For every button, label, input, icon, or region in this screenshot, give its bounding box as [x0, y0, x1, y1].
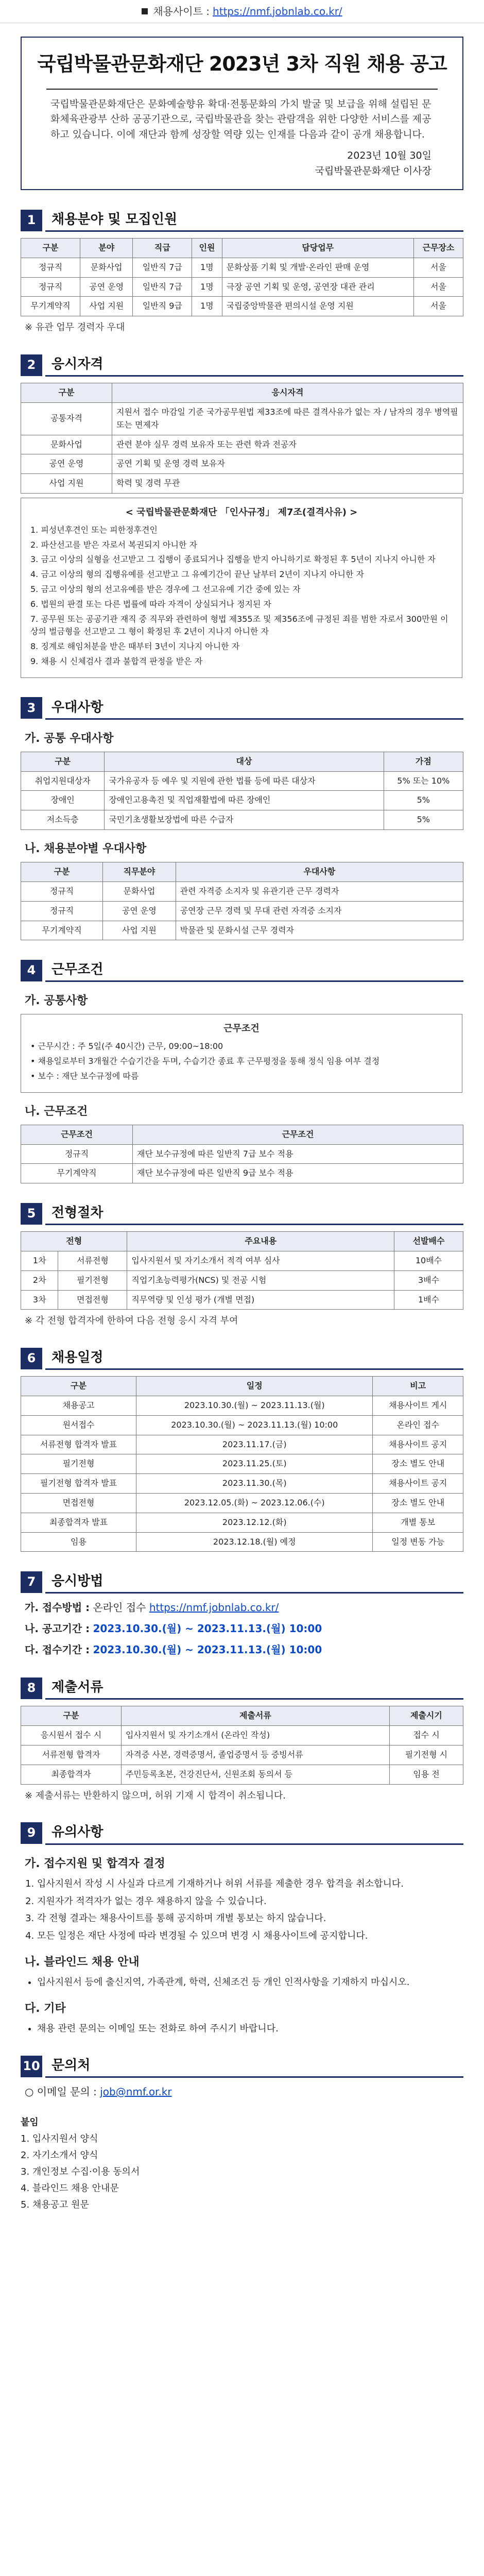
cell: 정규직 [21, 1144, 133, 1164]
th: 구분 [21, 862, 103, 882]
cell: 공연 운영 [80, 277, 133, 297]
preference-table [21, 752, 463, 830]
note: ※ 제출서류는 반환하지 않으며, 허위 기재 시 합격이 취소됩니다. [25, 1790, 286, 1801]
th: 근무조건 [133, 1125, 463, 1144]
th: 구분 [21, 1706, 122, 1726]
cell: 서울 [413, 297, 463, 316]
sub-heading: 나. 근무조건 [25, 1105, 88, 1118]
table-row [21, 921, 463, 940]
section-title: 응시방법 [45, 1570, 463, 1594]
cell: 접수 시 [389, 1726, 463, 1745]
th: 구분 [21, 752, 105, 771]
th: 일정 [136, 1377, 373, 1396]
th: 제출서류 [121, 1706, 389, 1726]
cell: 장소 별도 안내 [373, 1454, 463, 1474]
sub-heading: 나. 블라인드 채용 안내 [25, 1956, 140, 1969]
cell: 서류전형 [58, 1251, 127, 1271]
cell: 관련 분야 실무 경력 보유자 또는 관련 학과 전공자 [112, 435, 463, 454]
cell: 사업 지원 [103, 921, 176, 940]
announce-date: 2023년 10월 30일 [347, 150, 431, 162]
cell: 원서접수 [21, 1415, 136, 1435]
box-line: • 보수 : 재단 보수규정에 따름 [30, 1071, 139, 1081]
title-box [21, 37, 463, 190]
box-line: • 채용일로부터 3개월간 수습기간을 두며, 수습기간 종료 후 근무평정을 통해 정식 임용 여부 결정 [30, 1056, 380, 1066]
table-row [21, 882, 463, 901]
documents-table [21, 1706, 463, 1784]
apply-method [25, 1600, 459, 1616]
cell: 5% 또는 10% [384, 771, 463, 791]
qualification-table [21, 383, 463, 494]
cell: 필기전형 [21, 1454, 136, 1474]
cell: 개별 통보 [373, 1513, 463, 1532]
cell: 극장 공연 기획 및 운영, 공연장 대관 관리 [222, 277, 413, 297]
cell: 장애인 [21, 791, 105, 810]
cell: 사업 지원 [80, 297, 133, 316]
box-title: 근무조건 [223, 1023, 260, 1035]
blind-list [25, 1975, 459, 1990]
section-2-header [21, 353, 463, 377]
list-item: 1. 입사지원서 작성 시 사실과 다르게 기재하거나 허위 서류를 제출한 경우 합격을 취소합니다. [37, 1877, 459, 1891]
table-row [21, 435, 463, 454]
cell: 2023.12.05.(화) ~ 2023.12.06.(수) [136, 1494, 373, 1513]
cell: 국민기초생활보장법에 따른 수급자 [105, 810, 384, 830]
table-row [21, 1745, 463, 1765]
section-number: 5 [21, 1203, 42, 1225]
cell: 필기전형 합격자 발표 [21, 1474, 136, 1494]
cell: 정규직 [21, 901, 103, 921]
cell: 채용사이트 공지 [373, 1435, 463, 1454]
cell: 3차 [21, 1290, 58, 1310]
cell: 2023.10.30.(월) ~ 2023.11.13.(월) [136, 1396, 373, 1416]
th: 구분 [21, 1377, 136, 1396]
attach-item[interactable]: 1. 입사지원서 양식 [21, 2133, 98, 2145]
table-row [21, 771, 463, 791]
section-number: 7 [21, 1571, 42, 1593]
cell: 최종합격자 발표 [21, 1513, 136, 1532]
box-line: 7. 공무원 또는 공공기관 재직 중 직무와 관련하여 형법 제355조 및 제356조에 규정된 죄를 범한 자로서 300만원 이상의 벌금형을 선고받고 그 형이 확정된 후 2년이 지나지 아니한 자 [30, 614, 448, 637]
cell: 입사지원서 및 자기소개서 (온라인 작성) [121, 1726, 389, 1745]
section-title: 채용분야 및 모집인원 [45, 209, 463, 232]
th: 담당업무 [222, 239, 413, 258]
section-number: 9 [21, 1822, 42, 1844]
table-row [21, 1513, 463, 1532]
section-4-header [21, 959, 463, 982]
cell: 직무역량 및 인성 평가 (개별 면접) [127, 1290, 394, 1310]
th: 근무장소 [413, 239, 463, 258]
field-preference-table [21, 862, 463, 940]
table-row [21, 1494, 463, 1513]
section-9-header [21, 1822, 463, 1845]
th: 구분 [21, 383, 112, 403]
attach-item[interactable]: 2. 자기소개서 양식 [21, 2149, 98, 2161]
cell: 3배수 [394, 1270, 463, 1290]
cell: 최종합격자 [21, 1765, 122, 1784]
list-item: • 채용 관련 문의는 이메일 또는 전화로 하여 주시기 바랍니다. [37, 2022, 459, 2036]
section-10-header [21, 2055, 463, 2078]
cell: 재단 보수규정에 따른 일반직 7급 보수 적용 [133, 1144, 463, 1164]
cell: 2023.12.18.(월) 예정 [136, 1532, 373, 1552]
cell: 공연 운영 [21, 454, 112, 474]
table-row [21, 454, 463, 474]
cell: 1배수 [394, 1290, 463, 1310]
apply-info [25, 1600, 459, 1658]
box-line: 5. 금고 이상의 형의 선고유예를 받은 경우에 그 선고유예 기간 중에 있는 자 [30, 584, 301, 595]
cell: 서류전형 합격자 발표 [21, 1435, 136, 1454]
notice-period-label: 나. 공고기간 : [25, 1622, 90, 1635]
th: 직급 [133, 239, 192, 258]
th: 직무분야 [103, 862, 176, 882]
cell: 서울 [413, 277, 463, 297]
cell: 채용공고 [21, 1396, 136, 1416]
etc-list [25, 2022, 459, 2036]
email-label: ○ 이메일 문의 : [25, 2086, 97, 2098]
cell: 일반직 9급 [133, 297, 192, 316]
cell: 2023.12.12.(화) [136, 1513, 373, 1532]
cell: 2023.11.30.(목) [136, 1474, 373, 1494]
cell: 자격증 사본, 경력증명서, 졸업증명서 등 증빙서류 [121, 1745, 389, 1765]
section-title: 전형절차 [45, 1202, 463, 1225]
cell: 공통자격 [21, 402, 112, 435]
process-table [21, 1231, 463, 1310]
table-row [21, 901, 463, 921]
th: 우대사항 [176, 862, 463, 882]
section-number: 1 [21, 210, 42, 231]
cell: 문화상품 기획 및 개발·온라인 판매 운영 [222, 258, 413, 277]
table-row [21, 1164, 463, 1183]
section-5-header [21, 1202, 463, 1225]
section-title: 제출서류 [45, 1676, 463, 1700]
notice-period [25, 1621, 459, 1637]
table-row [21, 1765, 463, 1784]
list-item: 3. 각 전형 결과는 채용사이트를 통해 공지하며 개별 통보는 하지 않습니다. [37, 1911, 459, 1926]
cell: 공연장 근무 경력 및 무대 관련 자격증 소지자 [176, 901, 463, 921]
attach-item[interactable]: 4. 블라인드 채용 안내문 [21, 2182, 119, 2194]
cell: 무기계약직 [21, 1164, 133, 1183]
box-line: • 근무시간 : 주 5일(주 40시간) 근무, 09:00~18:00 [30, 1041, 223, 1052]
apply-method-text: 온라인 접수 [93, 1601, 146, 1614]
page-title: 국립박물관문화재단 2023년 3차 직원 채용 공고 [37, 53, 447, 75]
attachments [21, 2115, 463, 2212]
section-title: 문의처 [45, 2055, 463, 2078]
box-line: 3. 금고 이상의 실형을 선고받고 그 집행이 종료되거나 집행을 받지 아니하기로 확정된 후 5년이 지나지 아니한 자 [30, 554, 436, 565]
table-row [21, 1726, 463, 1745]
table-row [21, 1290, 463, 1310]
table-row [21, 1144, 463, 1164]
th: 전형 [21, 1232, 127, 1251]
cell: 일반직 7급 [133, 277, 192, 297]
th: 분야 [80, 239, 133, 258]
cell: 공연 운영 [103, 901, 176, 921]
note: ※ 각 전형 합격자에 한하여 다음 전형 응시 자격 부여 [25, 1315, 238, 1327]
work-conditions-box [21, 1014, 462, 1092]
cell: 일정 변동 가능 [373, 1532, 463, 1552]
cell: 장소 별도 안내 [373, 1494, 463, 1513]
cell: 10배수 [394, 1251, 463, 1271]
cell: 2차 [21, 1270, 58, 1290]
cell: 임용 [21, 1532, 136, 1552]
cell: 문화사업 [103, 882, 176, 901]
cell: 온라인 접수 [373, 1415, 463, 1435]
table-row [21, 474, 463, 494]
section-title: 우대사항 [45, 697, 463, 720]
th: 대상 [105, 752, 384, 771]
sub-heading: 다. 기타 [25, 2002, 66, 2015]
cell: 관련 자격증 소지자 및 유관기관 근무 경력자 [176, 882, 463, 901]
cell: 1명 [192, 258, 222, 277]
cell: 면접전형 [21, 1494, 136, 1513]
cell: 필기전형 [58, 1270, 127, 1290]
schedule-table [21, 1376, 463, 1552]
cell: 저소득층 [21, 810, 105, 830]
cell: 2023.10.30.(월) ~ 2023.11.13.(월) 10:00 [136, 1415, 373, 1435]
cell: 2023.11.25.(토) [136, 1454, 373, 1474]
section-title: 응시자격 [45, 353, 463, 377]
cell: 5% [384, 791, 463, 810]
work-conditions-table [21, 1125, 463, 1183]
list-item: • 입사지원서 등에 출신지역, 가족관계, 학력, 신체조건 등 개인 인적사항을 기재하지 마십시오. [37, 1975, 459, 1990]
cell: 정규직 [21, 277, 80, 297]
cell: 2023.11.17.(금) [136, 1435, 373, 1454]
th: 근무조건 [21, 1125, 133, 1144]
table-row [21, 1474, 463, 1494]
caution-list [25, 1877, 459, 1944]
attach-label: 붙임 [21, 2117, 39, 2128]
table-row [21, 791, 463, 810]
intro-text: 국립박물관문화재단은 문화예술향유 확대·전통문화의 가치 발굴 및 보급을 위해 설립된 문화체육관광부 산하 공공기관으로, 국립박물관을 찾는 관람객을 위한 다양한 서비스를 제공하고 있습니다. 이에 재단과 함께 성장할 역량 있는 인재를 다음과 같이 공개 채용합니다. [50, 98, 431, 140]
cell: 1차 [21, 1251, 58, 1271]
cell: 응시원서 접수 시 [21, 1726, 122, 1745]
cell: 국가유공자 등 예우 및 지원에 관한 법률 등에 따른 대상자 [105, 771, 384, 791]
announce-org: 국립박물관문화재단 이사장 [315, 165, 431, 177]
email-link[interactable]: job@nmf.or.kr [100, 2086, 172, 2098]
apply-period-value: 2023.10.30.(월) ~ 2023.11.13.(월) 10:00 [93, 1643, 322, 1656]
cell: 지원서 접수 마감일 기준 국가공무원법 제33조에 따른 결격사유가 없는 자 / 남자의 경우 병역필 또는 면제자 [112, 402, 463, 435]
cell: 무기계약직 [21, 297, 80, 316]
cell: 장애인고용촉진 및 직업재활법에 따른 장애인 [105, 791, 384, 810]
notice-period-value: 2023.10.30.(월) ~ 2023.11.13.(월) 10:00 [93, 1622, 322, 1635]
table-row [21, 1396, 463, 1416]
attach-item[interactable]: 5. 채용공고 원문 [21, 2199, 89, 2210]
table-row [21, 1415, 463, 1435]
cell: 필기전형 시 [389, 1745, 463, 1765]
table-row [21, 1270, 463, 1290]
apply-method-label: 가. 접수방법 : [25, 1601, 90, 1614]
table-row [21, 1251, 463, 1271]
box-line: 8. 징계로 해임처분을 받은 때부터 3년이 지나지 아니한 자 [30, 641, 240, 652]
apply-period [25, 1642, 459, 1658]
cell: 일반직 7급 [133, 258, 192, 277]
contact-info [25, 2084, 459, 2100]
sub-heading: 가. 접수지원 및 합격자 결정 [25, 1857, 165, 1870]
site-link[interactable]: https://nmf.jobnlab.co.kr/ [213, 5, 342, 18]
th: 가점 [384, 752, 463, 771]
box-line: 6. 법원의 판결 또는 다른 법률에 따라 자격이 상실되거나 정지된 자 [30, 599, 271, 609]
th: 구분 [21, 239, 80, 258]
box-line: 1. 피성년후견인 또는 피한정후견인 [30, 524, 158, 535]
section-1-header [21, 209, 463, 232]
cell: 사업 지원 [21, 474, 112, 494]
section-number: 10 [21, 2056, 42, 2077]
list-item: 4. 모든 일정은 재단 사정에 따라 변경될 수 있으며 변경 시 채용사이트에 공지합니다. [37, 1929, 459, 1943]
apply-link[interactable]: https://nmf.jobnlab.co.kr/ [149, 1601, 279, 1614]
th: 응시자격 [112, 383, 463, 403]
section-8-header [21, 1676, 463, 1700]
box-line: 9. 채용 시 신체검사 결과 불합격 판정을 받은 자 [30, 656, 203, 666]
section-number: 2 [21, 354, 42, 376]
cell: 임용 전 [389, 1765, 463, 1784]
cell: 입사지원서 및 자기소개서 적격 여부 심사 [127, 1251, 394, 1271]
section-title: 근무조건 [45, 959, 463, 982]
th: 제출시기 [389, 1706, 463, 1726]
cell: 무기계약직 [21, 921, 103, 940]
list-item: 2. 지원자가 적격자가 없는 경우 채용하지 않을 수 있습니다. [37, 1894, 459, 1909]
attach-item[interactable]: 3. 개인정보 수집·이용 동의서 [21, 2166, 140, 2177]
cell: 문화사업 [80, 258, 133, 277]
cell: 박물관 및 문화시설 근무 경력자 [176, 921, 463, 940]
section-number: 8 [21, 1677, 42, 1699]
cell: 1명 [192, 297, 222, 316]
cell: 정규직 [21, 882, 103, 901]
bullet-icon [142, 8, 148, 14]
table-row [21, 297, 463, 316]
cell: 정규직 [21, 258, 80, 277]
table-row [21, 1435, 463, 1454]
cell: 서울 [413, 258, 463, 277]
title-divider [46, 89, 438, 90]
cell: 직업기초능력평가(NCS) 및 전공 시험 [127, 1270, 394, 1290]
note: ※ 유관 업무 경력자 우대 [25, 322, 125, 333]
cell: 5% [384, 810, 463, 830]
box-line: 2. 파산선고를 받은 자로서 복권되지 아니한 자 [30, 539, 197, 550]
th: 주요내용 [127, 1232, 394, 1251]
th: 비고 [373, 1377, 463, 1396]
cell: 면접전형 [58, 1290, 127, 1310]
section-3-header [21, 697, 463, 720]
table-row [21, 1532, 463, 1552]
section-title: 유의사항 [45, 1822, 463, 1845]
box-title: < 국립박물관문화재단 「인사규정」 제7조(결격사유) > [125, 506, 358, 518]
table-row [21, 258, 463, 277]
cell: 취업지원대상자 [21, 771, 105, 791]
recruit-table [21, 238, 463, 316]
apply-period-label: 다. 접수기간 : [25, 1643, 90, 1656]
site-bar [0, 0, 484, 23]
table-row [21, 810, 463, 830]
cell: 채용사이트 공지 [373, 1474, 463, 1494]
cell: 학력 및 경력 무관 [112, 474, 463, 494]
cell: 채용사이트 게시 [373, 1396, 463, 1416]
cell: 공연 기획 및 운영 경력 보유자 [112, 454, 463, 474]
sub-heading: 가. 공통 우대사항 [25, 732, 114, 745]
section-number: 4 [21, 960, 42, 981]
table-row [21, 402, 463, 435]
site-label: 채용사이트 : [153, 5, 210, 18]
section-number: 3 [21, 697, 42, 719]
cell: 주민등록초본, 건강진단서, 신원조회 동의서 등 [121, 1765, 389, 1784]
sub-heading: 가. 공통사항 [25, 994, 88, 1008]
cell: 1명 [192, 277, 222, 297]
sub-heading: 나. 채용분야별 우대사항 [25, 842, 147, 856]
cell: 재단 보수규정에 따른 일반직 9급 보수 적용 [133, 1164, 463, 1183]
cell: 문화사업 [21, 435, 112, 454]
cell: 서류전형 합격자 [21, 1745, 122, 1765]
table-row [21, 1454, 463, 1474]
section-6-header [21, 1347, 463, 1370]
section-7-header [21, 1570, 463, 1594]
th: 선발배수 [394, 1232, 463, 1251]
section-number: 6 [21, 1348, 42, 1369]
section-title: 채용일정 [45, 1347, 463, 1370]
box-line: 4. 금고 이상의 형의 집행유예를 선고받고 그 유예기간이 끝난 날부터 2년이 지나지 아니한 자 [30, 569, 364, 580]
table-row [21, 277, 463, 297]
th: 인원 [192, 239, 222, 258]
cell: 국립중앙박물관 편의시설 운영 지원 [222, 297, 413, 316]
disqualification-box [21, 498, 462, 678]
